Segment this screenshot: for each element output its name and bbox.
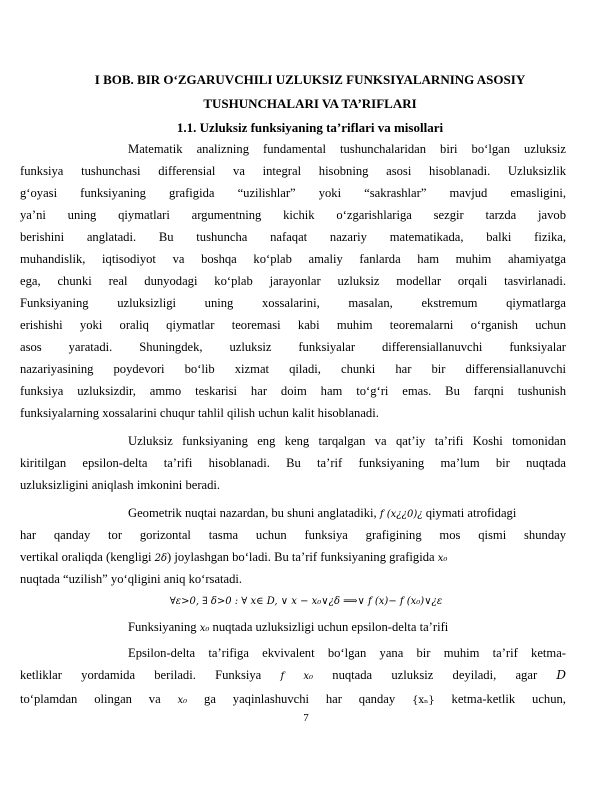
p1-line-3: g‘oyasi funksiyaning grafigida “uzilishlar” yoki “sakrashlar” mavjud emasligini,: [20, 186, 566, 200]
p3-text: vertikal oraliqda (kengligi: [20, 550, 152, 564]
chapter-title-line1: I BOB. BIR O‘ZGARUVCHILI UZLUKSIZ FUNKSIYALARNING ASOSIY: [94, 72, 526, 87]
p3-text: qiymati atrofidagi: [425, 506, 517, 520]
p4-text: nuqtada uzluksizligi uchun epsilon-delta ta’rifi: [212, 620, 449, 634]
p1-line-2: funksiya tushunchasi differensial va integral hisobning asosi hisoblanadi. Uzluksizlik: [20, 164, 566, 178]
p5-text: nuqtada uzluksiz deyiladi, agar: [332, 668, 538, 682]
p4-text: Funksiyaning: [128, 620, 197, 634]
p3-text: Geometrik nuqtai nazardan, bu shuni anglatadiki,: [128, 506, 377, 520]
p3-line-2: har qanday tor gorizontal tasma uchun funksiya grafigining mos qismi shunday: [20, 528, 566, 542]
p5-text: ga yaqinlashuvchi har qanday: [204, 692, 396, 706]
p1-line-4: ya’ni uning qiymatlari argumentning kichik o‘zgarishlariga sezgir tarzda javob: [20, 208, 566, 222]
math-2delta: 2δ: [154, 553, 168, 564]
p1-line-5: berishini anglatadi. Bu tushuncha nafaqat nazariy matematikada, balki fizika,: [20, 230, 566, 244]
p1-line-12: funksiya uzluksizdir, ammo teskarisi har doim ham to‘g‘ri emas. Bu farqni tushunish: [20, 384, 566, 398]
section-title: 1.1. Uzluksiz funksiyaning ta’riflari va misollari: [176, 120, 444, 135]
math-x0: x₀: [177, 695, 188, 706]
math-sequence: {xₙ}: [412, 695, 435, 706]
math-fx0: f (x¿¿0)¿: [379, 509, 423, 520]
p5-line-2: [20, 665, 566, 688]
p5-text: ketma-ketlik uchun,: [451, 692, 566, 706]
epsilon-delta-formula: ∀ε>0, ∃ δ>0 : ∀ x∈ D, ∨ x − x₀∨¿δ ⟹∨ f (x)− f (x₀)∨¿ε: [169, 596, 443, 607]
chapter-title-line2: TUSHUNCHALARI VA TA’RIFLARI: [203, 96, 417, 111]
p3-line-1: [128, 503, 566, 526]
p5-text: ketliklar yordamida beriladi. Funksiya: [20, 668, 262, 682]
p2-line-3: uzluksizligini aniqlash imkonini beradi.: [20, 478, 221, 492]
p5-line-1: Epsilon-delta ta’rifiga ekvivalent bo‘lgan yana bir muhim ta’rif ketma-: [128, 646, 566, 660]
p3-line-4: nuqtada “uzilish” yo‘qligini aniq ko‘rsatadi.: [20, 572, 243, 586]
math-x0: x₀: [199, 623, 210, 634]
page-number: 7: [303, 712, 309, 724]
p2-line-1: Uzluksiz funksiyaning eng keng tarqalgan va qat’iy ta’rifi Koshi tomonidan: [128, 434, 566, 448]
p2-line-2: kiritilgan epsilon-delta ta’rifi hisoblanadi. Bu ta’rif funksiyaning ma’lum bir nuqtada: [20, 456, 566, 470]
p1-line-8: Funksiyaning uzluksizligi uning xossalarini, masalan, ekstremum qiymatlarga: [20, 296, 566, 310]
p4-line-1: [128, 617, 566, 640]
p5-line-3: [20, 689, 566, 712]
p1-line-11: nazariyasining poydevori bo‘lib xizmat qiladi, chunki har bir differensiallanuvchi: [20, 362, 566, 376]
math-D: D: [556, 668, 566, 682]
p5-text: to‘plamdan olingan va: [20, 692, 161, 706]
p1-line-7: ega, chunki real dunyodagi ko‘plab jarayonlar uzluksiz modellar orqali tasvirlanadi.: [20, 274, 566, 288]
math-x0: x₀: [437, 553, 448, 564]
p1-line-13: funksiyalarning xossalarini chuqur tahlil qilish uchun kalit hisoblanadi.: [20, 406, 379, 420]
p1-line-9: erishishi yoki oraliq qiymatlar teoremasi kabi muhim teoremalarni o‘rganish uchun: [20, 318, 566, 332]
p1-line-10: asos yaratadi. Shuningdek, uzluksiz funksiyalar differensiallanuvchi funksiyalar: [20, 340, 566, 354]
p3-line-3: [20, 547, 566, 570]
math-fx0: f x₀: [280, 671, 314, 682]
p1-line-1: Matematik analizning fundamental tushunchalaridan biri bo‘lgan uzluksiz: [128, 142, 566, 156]
p3-text: ) joylashgan bo‘ladi. Bu ta’rif funksiyaning grafigida: [167, 550, 435, 564]
p1-line-6: muhandislik, iqtisodiyot va boshqa ko‘plab amaliy fanlarda ham muhim ahamiyatga: [20, 252, 566, 266]
